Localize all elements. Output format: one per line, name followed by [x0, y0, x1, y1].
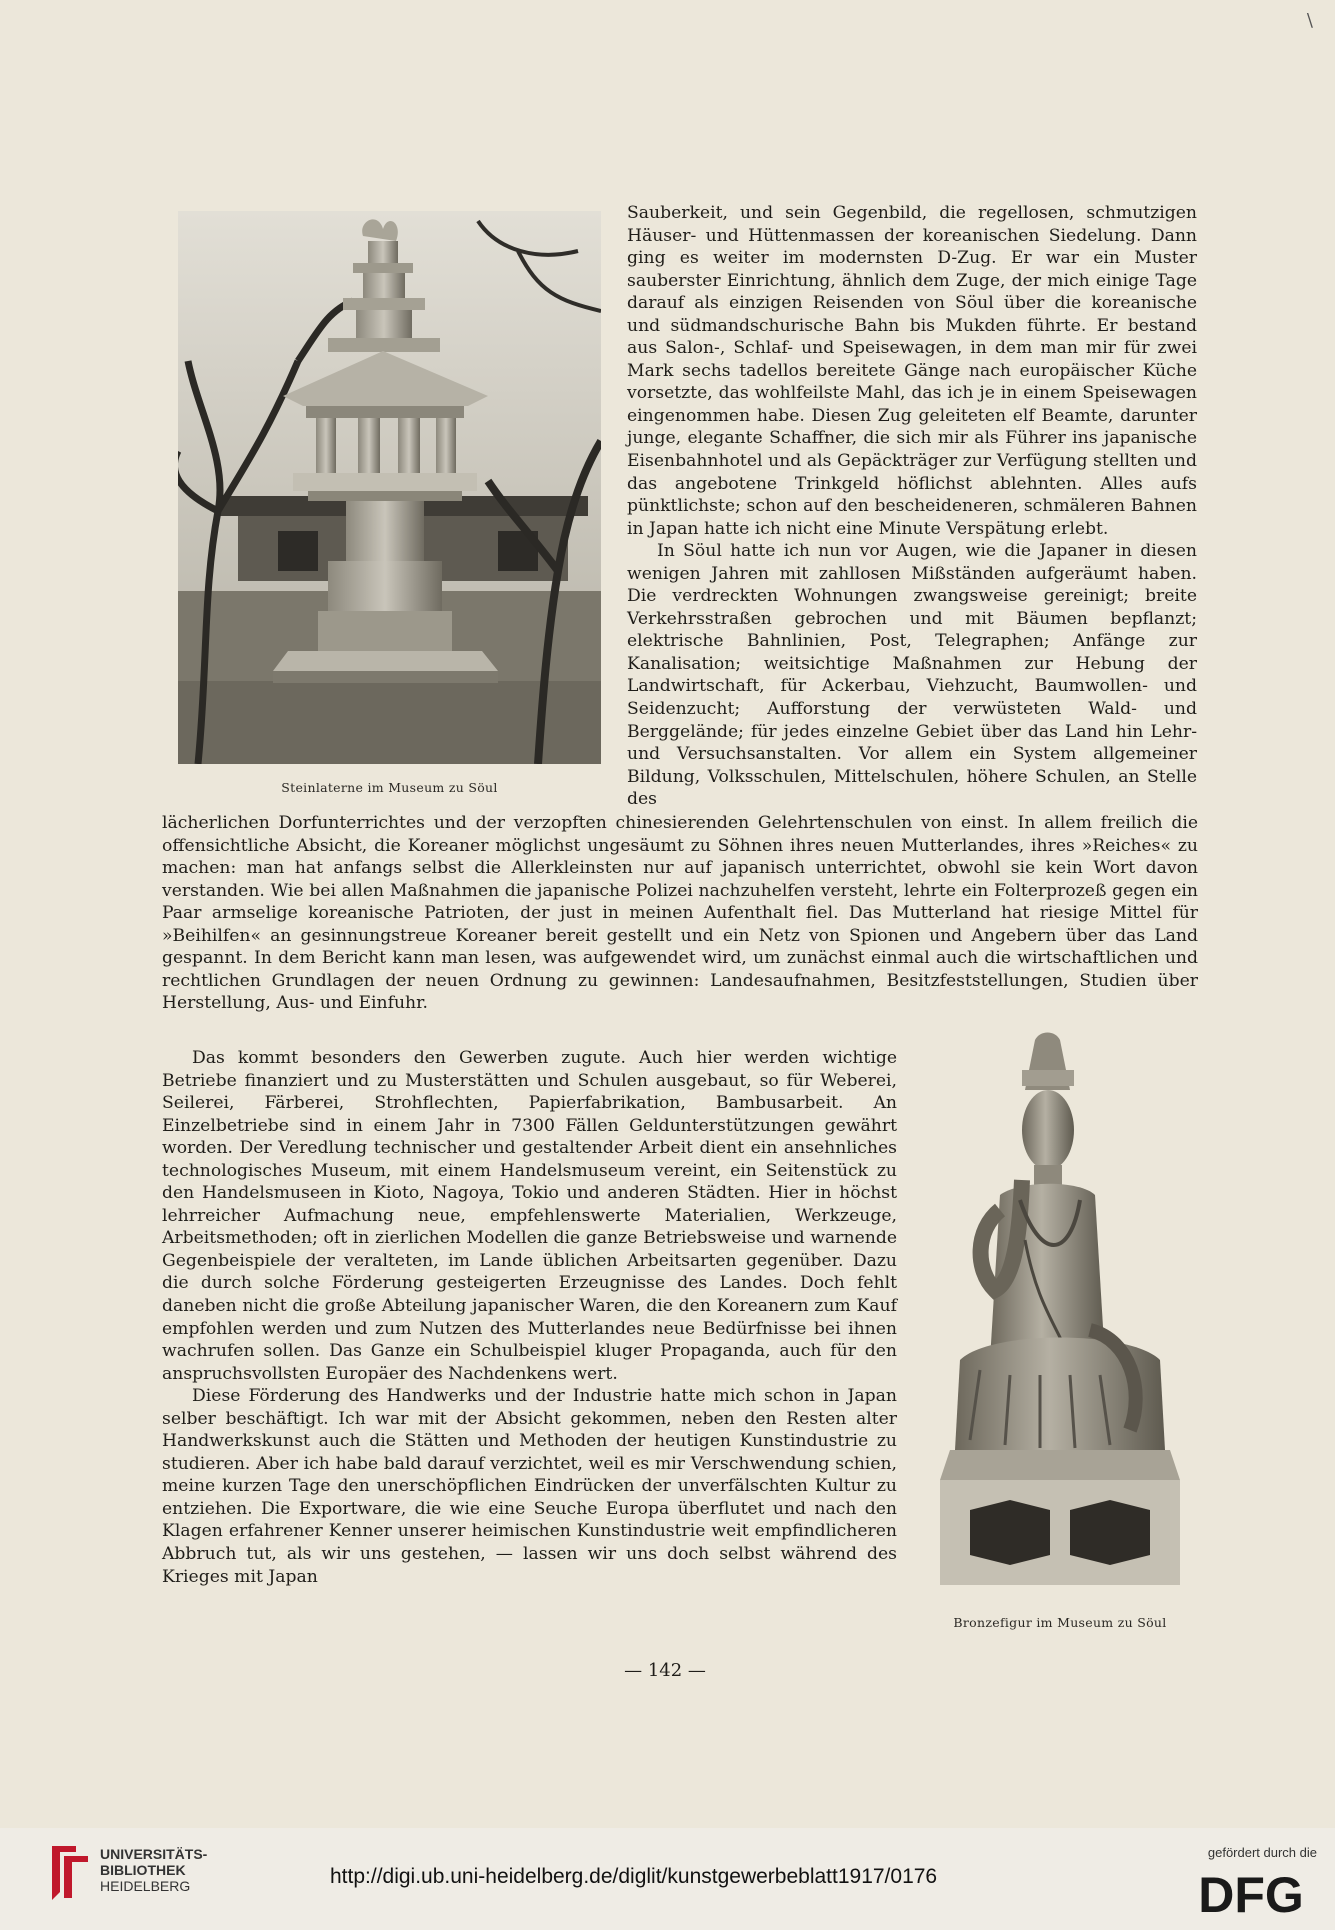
stone-lantern-photo: [178, 211, 601, 764]
paragraph: Sauberkeit, und sein Gegenbild, die regellosen, schmutzigen Häuser- und Hüttenmassen der koreanischen Siedelung. Dann ging es weiter im modernsten D-Zug. Er war ein Muster sauberster Einrichtung, ähnlich dem Zuge, der mich einige Tage darauf als einzigen Reisenden von Söul über die koreanische und südmandschurische Bahn bis Mukden führte. Er bestand aus Salon-, Schlaf- und Speisewagen, in dem man mir für zwei Mark sechs tadellos bereitete Gänge nach europäischer Küche vorsetzte, das wohlfeilste Mahl, das ich je in einem Speisewagen eingenommen habe. Diesen Zug geleiteten elf Beamte, darunter junge, elegante Schaffner, die sich mir als Führer ins japanische Eisenbahnhotel und als Gepäckträger zur Verfügung stellten und das angebotene Trinkgeld höflichst ablehnten. Alles aufs pünktlichste; schon auf den bescheideneren, schmäleren Bahnen in Japan hatte ich nicht eine Minute Verspätung erlebt.: [627, 203, 1197, 539]
paragraph: lächerlichen Dorfunterrichtes und der verzopften chinesierenden Gelehrtenschulen von einst. In allem freilich die offensichtliche Absicht, die Koreaner möglichst ungesäumt zu Söhnen ihres neuen Mutterlandes, ihres »Reiches« zu machen: man hat anfangs selbst die Allerkleinsten nur auf japanisch unterrichtet, obwohl sie kein Wort davon verstanden. Wie bei allen Maßnahmen die japanische Polizei nachzuhelfen versteht, lehrte ein Folterprozeß gegen ein Paar armselige koreanische Patrioten, der just in meinen Aufenthalt fiel. Das Mutterland hat riesige Mittel für »Beihilfen« an gesinnungstreue Koreaner bereit gestellt und ein Netz von Spionen und Angebern über das Land gespannt. In dem Bericht kann man lesen, was aufgewendet wird, um zunächst einmal auch die wirtschaftlichen und rechtlichen Grundlagen der neuen Ordnung zu gewinnen: Landesaufnahmen, Besitzfeststellungen, Studien über Herstellung, Aus- und Einfuhr.: [162, 813, 1198, 1014]
footer-bar: [0, 1828, 1335, 1930]
funding-label: gefördert durch die: [1207, 1845, 1317, 1860]
stone-lantern-illustration: [178, 211, 601, 764]
library-logo-icon: [48, 1842, 92, 1904]
page-url-link[interactable]: http://digi.ub.uni-heidelberg.de/diglit/kunstgewerbeblatt1917/0176: [330, 1865, 938, 1888]
paragraph: Diese Förderung des Handwerks und der Industrie hatte mich schon in Japan selber beschäftigt. Ich war mit der Absicht gekommen, neben den Resten alter Handwerkskunst auch die Stätten und Methoden der heutigen Kunstindustrie zu studieren. Aber ich habe bald darauf verzichtet, weil es mir Verschwendung schien, meine kurzen Tage den unerschöpflichen Eindrücken der unverfälschten Kultur zu entziehen. Die Exportware, die wie eine Seuche Europa überflutet und nach den Klagen erfahrener Kenner unserer heimischen Kunstindustrie weit empfindlicheren Abbruch tut, als wir uns gestehen, — lassen wir uns doch selbst während des Krieges mit Japan: [162, 1386, 897, 1587]
text-column-right: [627, 202, 1197, 811]
dfg-logo[interactable]: [1185, 1868, 1317, 1918]
stone-lantern-caption: Steinlaterne im Museum zu Söul: [281, 780, 498, 795]
library-line-1: UNIVERSITÄTS-: [100, 1846, 208, 1862]
paragraph: Das kommt besonders den Gewerben zugute. Auch hier werden wichtige Betriebe finanziert und zu Musterstätten und Schulen ausgebaut, so für Weberei, Seilerei, Färberei, Strohflechten, Papierfabrikation, Bambusarbeit. An Einzelbetriebe sind in einem Jahr in 7300 Fällen Geldunterstützungen gewährt worden. Der Veredlung technischer und gestaltender Arbeit dient ein ansehnliches technologisches Museum, mit einem Handelsmuseum vereint, ein Seitenstück zu den Handelsmuseen in Kioto, Nagoya, Tokio und anderen Städten. Hier in höchst lehrreicher Aufmachung neue, empfehlenswerte Materialien, Werkzeuge, Arbeitsmethoden; oft in zierlichen Modellen die ganze Betriebsweise und warnende Gegenbeispiele der veralteten, im Lande üblichen Arbeitsarten gegenüber. Dazu die durch solche Förderung gesteigerten Erzeugnisse des Landes. Doch fehlt daneben nicht die große Abteilung japanischer Waren, die den Koreanern zum Kauf empfohlen werden und zum Nutzen des Mutterlandes neue Bedürfnisse bei ihnen wachrufen sollen. Das Ganze ein Schulbeispiel kluger Propaganda, auch für den anspruchsvollsten Europäer des Nachdenkens wert.: [162, 1048, 897, 1384]
library-line-3: HEIDELBERG: [100, 1878, 191, 1894]
bronze-figure-caption: Bronzefigur im Museum zu Söul: [953, 1615, 1167, 1630]
bronze-figure-illustration: [930, 1030, 1190, 1602]
corner-mark: \: [1306, 10, 1313, 31]
page-number: — 142 —: [624, 1660, 706, 1681]
library-line-2: BIBLIOTHEK: [100, 1862, 186, 1878]
text-full-width: [162, 812, 1198, 1015]
university-library-name: [100, 1846, 207, 1894]
paragraph: In Söul hatte ich nun vor Augen, wie die Japaner in diesen wenigen Jahren mit zahllosen Mißständen aufgeräumt haben. Die verdreckten Wohnungen zwangsweise gereinigt; breite Verkehrsstraßen gebrochen und mit Bäumen bepflanzt; elektrische Bahnlinien, Post, Telegraphen; Anfänge zur Kanalisation; weitsichtige Maßnahmen zur Hebung der Landwirtschaft, für Ackerbau, Viehzucht, Baumwollen- und Seidenzucht; Aufforstung der verwüsteten Wald- und Berggelände; für jedes einzelne Gebiet über das Land hin Lehr- und Versuchsanstalten. Vor allem ein System allgemeiner Bildung, Volksschulen, Mittelschulen, höhere Schulen, an Stelle des: [627, 541, 1197, 810]
text-column-left: [162, 1047, 897, 1588]
university-library-logo[interactable]: [48, 1842, 92, 1908]
dfg-logo-text: DFG: [1198, 1868, 1304, 1918]
bronze-figure-photo: [930, 1030, 1190, 1602]
